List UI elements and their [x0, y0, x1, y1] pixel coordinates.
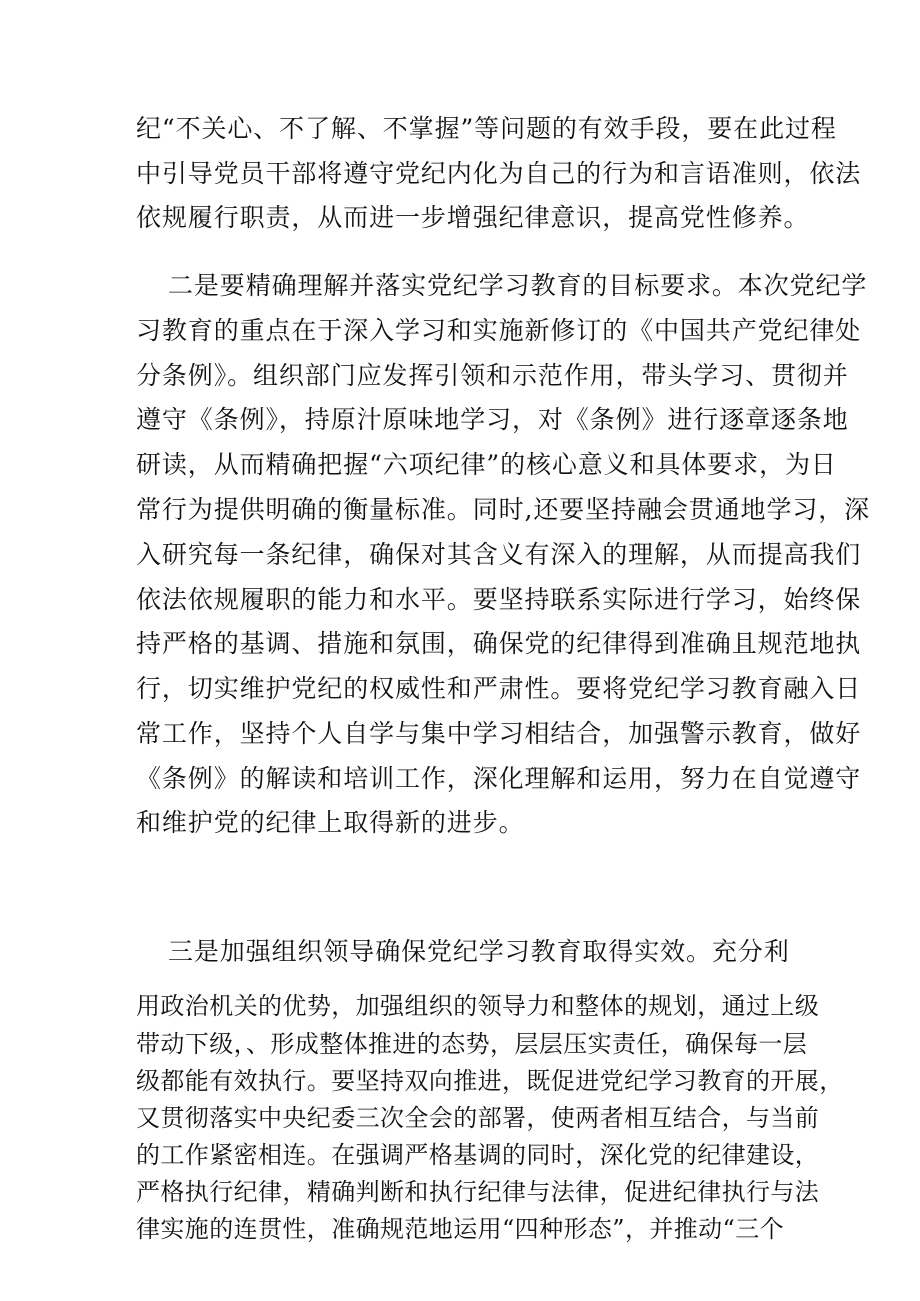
text-line: 二是要精确理解并落实党纪学习教育的目标要求。本次党纪学: [168, 271, 868, 300]
text-line: 的工作紧密相连。在强调严格基调的同时，深化党的纪律建设，: [136, 1141, 820, 1169]
text-line: 研读，从而精确把握“六项纪律”的核心意义和具体要求，为日: [136, 450, 837, 479]
text-line: 纪“不关心、不了解、不掌握”等问题的有效手段，要在此过程: [136, 114, 837, 143]
text-line: 常工作，坚持个人自学与集中学习相结合，加强警示教育，做好: [136, 719, 862, 748]
text-line: 遵守《条例》，持原汁原味地学习，对《条例》进行逐章逐条地: [136, 405, 849, 434]
text-line: 三是加强组织领导确保党纪学习教育取得实效。充分利: [168, 937, 790, 966]
text-line: 又贯彻落实中央纪委三次全会的部署，使两者相互结合，与当前: [136, 1104, 820, 1132]
text-line: 依规履行职责，从而进一步增强纪律意识，提高党性修养。: [136, 203, 810, 232]
text-line: 带动下级，、形成整体推进的态势，层层压实责任，确保每一层: [136, 1030, 808, 1058]
text-line: 入研究每一条纪律，确保对其含义有深入的理解，从而提高我们: [136, 540, 862, 569]
text-line: 用政治机关的优势，加强组织的领导力和整体的规划，通过上级: [136, 992, 820, 1020]
text-line: 和维护党的纪律上取得新的进步。: [136, 808, 525, 837]
text-line: 依法依规履职的能力和水平。要坚持联系实际进行学习，始终保: [136, 585, 862, 614]
text-line: 律实施的连贯性，准确规范地运用“四种形态”，并推动“三个: [136, 1215, 785, 1243]
text-line: 严格执行纪律，精确判断和执行纪律与法律，促进纪律执行与法: [136, 1178, 820, 1206]
text-line: 常行为提供明确的衡量标准。同时,还要坚持融会贯通地学习，深: [136, 495, 871, 524]
text-line: 分条例》。组织部门应发挥引领和示范作用，带头学习、贯彻并: [136, 361, 849, 390]
text-line: 中引导党员干部将遵守党纪内化为自己的行为和言语准则，依法: [136, 159, 862, 188]
text-line: 《条例》的解读和培训工作，深化理解和运用，努力在自觉遵守: [136, 764, 862, 793]
text-line: 行，切实维护党纪的权威性和严肃性。要将党纪学习教育融入日: [136, 674, 862, 703]
text-line: 习教育的重点在于深入学习和实施新修订的《中国共产党纪律处: [136, 316, 862, 345]
text-line: 持严格的基调、措施和氛围，确保党的纪律得到准确且规范地执: [136, 629, 862, 658]
text-line: 级都能有效执行。要坚持双向推进，既促进党纪学习教育的开展，: [136, 1067, 844, 1095]
